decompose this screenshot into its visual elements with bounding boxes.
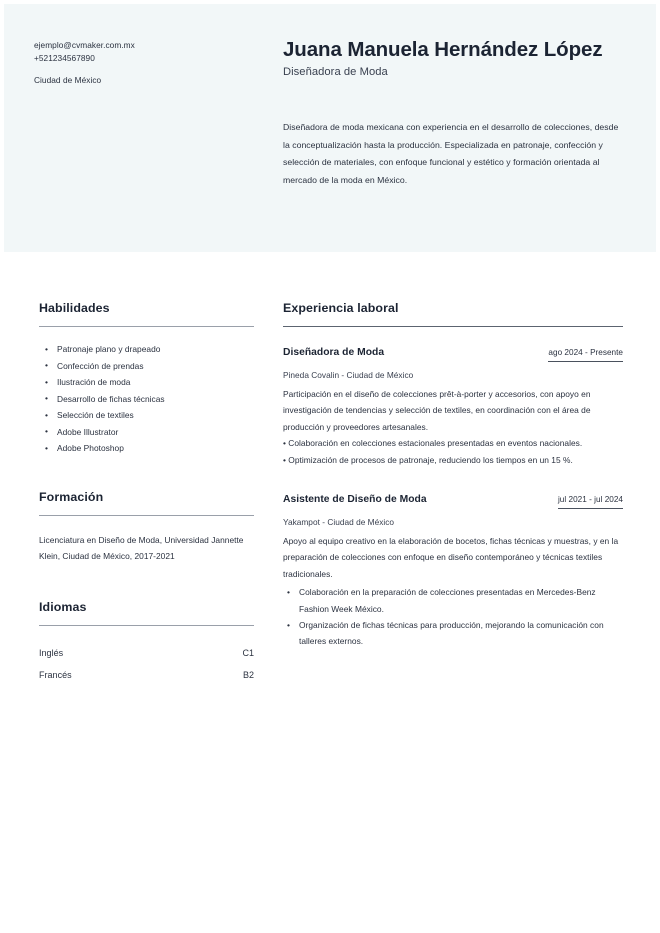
experience-description: Apoyo al equipo creativo en la elaboración de bocetos, fichas técnicas y muestras, y en la preparación de colecciones con enfoque en diseño contemporáneo y técnicas textiles tradicionales. (283, 536, 619, 579)
experience-entry-header (283, 345, 623, 362)
list-item: • Patronaje plano y drapeado (39, 341, 254, 358)
list-item: • Ilustración de moda (39, 374, 254, 391)
list-item: • Selección de textiles (39, 407, 254, 424)
education-section (39, 489, 254, 565)
language-level: C1 (242, 647, 254, 658)
skills-section (39, 300, 254, 457)
experience-bullets (283, 435, 623, 468)
experience-section (283, 300, 623, 650)
list-item: • Adobe Photoshop (39, 440, 254, 457)
right-column (283, 300, 623, 650)
name-block (283, 38, 633, 80)
experience-company: Pineda Covalin - Ciudad de México (283, 370, 414, 380)
summary-block (283, 119, 621, 189)
list-item (39, 642, 254, 665)
list-item: • Confección de prendas (39, 358, 254, 375)
skills-list (39, 341, 254, 457)
language-name: Francés (39, 670, 72, 680)
contact-email: ejemplo@cvmaker.com.mx (34, 40, 135, 50)
language-level: B2 (242, 670, 254, 680)
experience-bullets (283, 584, 623, 650)
candidate-job-title: Diseñadora de Moda (283, 66, 388, 78)
education-entry-text: Licenciatura en Diseño de Moda, Universidad Jannette Klein, Ciudad de México, 2017-2021 (39, 534, 244, 561)
languages-section-title: Idiomas (39, 599, 87, 614)
languages-list (39, 642, 254, 687)
list-item: • Colaboración en colecciones estacionales presentadas en eventos nacionales. (283, 438, 583, 449)
list-item: • Organización de fichas técnicas para producción, mejorando la comunicación con talleres externos. (283, 617, 623, 650)
language-name: Inglés (39, 647, 64, 658)
contact-spacer (34, 65, 254, 74)
candidate-name: Juana Manuela Hernández López (283, 38, 603, 61)
experience-role: Asistente de Diseño de Moda (283, 494, 427, 506)
professional-summary: Diseñadora de moda mexicana con experiencia en el desarrollo de colecciones, desde la conceptualización hasta la producción. Especializada en patronaje, confección y selección de materiales, con enfoque funcional y estético y formación orientada al mercado de la moda en México. (283, 122, 619, 185)
contact-location: Ciudad de México (34, 75, 102, 86)
experience-entry (283, 345, 623, 468)
left-column (39, 300, 254, 687)
education-section-title: Formación (39, 489, 104, 504)
skills-section-title: Habilidades (39, 301, 110, 315)
list-item: • Adobe Illustrator (39, 424, 254, 441)
experience-role: Diseñadora de Moda (283, 347, 385, 358)
list-item: • Desarrollo de fichas técnicas (39, 391, 254, 408)
skills-divider (39, 326, 254, 327)
education-divider (39, 515, 254, 516)
experience-date: jul 2021 - jul 2024 (558, 493, 623, 509)
list-item: • Optimización de procesos de patronaje, reduciendo los tiempos en un 15 %. (283, 454, 573, 465)
experience-entry-header (283, 492, 623, 509)
experience-divider (283, 326, 623, 327)
experience-entry (283, 492, 623, 650)
list-item (39, 664, 254, 687)
list-item: • Colaboración en la preparación de colecciones presentadas en Mercedes-Benz Fashion Week México. (283, 584, 623, 617)
contact-block (34, 39, 254, 88)
experience-section-title: Experiencia laboral (283, 301, 399, 315)
contact-phone: +521234567890 (34, 53, 95, 64)
languages-divider (39, 625, 254, 626)
experience-company: Yakampot - Ciudad de México (283, 517, 395, 528)
education-entry (39, 532, 254, 565)
experience-date: ago 2024 - Presente (548, 346, 623, 362)
languages-section (39, 599, 254, 687)
experience-description: Participación en el diseño de colecciones prêt-à-porter y accesorios, con apoyo en investigación de tendencias y selección de textiles, en coordinación con el área de producción y proveedores artesanales. (283, 389, 591, 432)
